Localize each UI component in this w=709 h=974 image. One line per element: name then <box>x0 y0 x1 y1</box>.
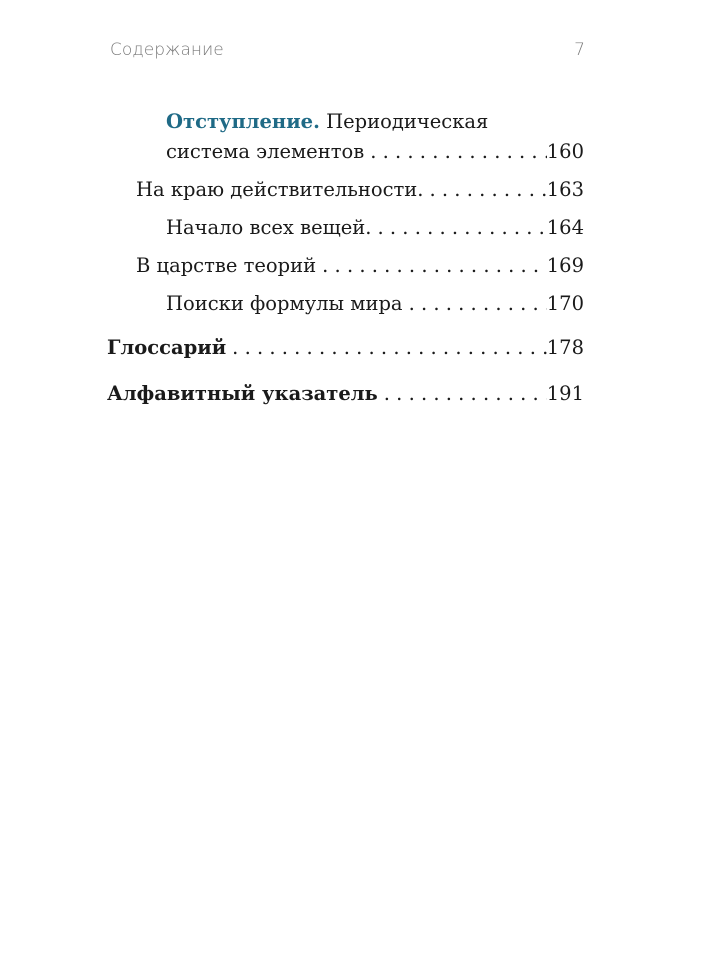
toc-leader-dots <box>372 213 547 243</box>
toc-entry-digression-line2[interactable] <box>166 137 584 167</box>
running-header <box>110 40 585 60</box>
toc-entry-edge-of-reality[interactable] <box>136 175 584 205</box>
toc-entry-theories[interactable] <box>136 251 584 281</box>
page-number: 7 <box>574 40 585 60</box>
toc-entry-page: 164 <box>546 216 584 239</box>
toc-entry-page: 170 <box>546 292 584 315</box>
toc-entry-label: Алфавитный указатель <box>107 382 378 405</box>
toc-entry-label: система элементов <box>166 140 365 163</box>
toc-leader-dots <box>364 137 547 167</box>
digression-label: Отступление. <box>166 110 320 133</box>
toc-leader-dots <box>226 333 547 363</box>
toc-leader-dots <box>378 379 547 409</box>
toc-entry-label: Начало всех вещей. <box>166 216 372 239</box>
toc-entry-digression-line1[interactable] <box>166 107 488 137</box>
toc-leader-dots <box>316 251 547 281</box>
toc-entry-world-formula[interactable] <box>166 289 584 319</box>
toc-entry-glossary[interactable] <box>107 333 584 363</box>
toc-entry-page: 178 <box>546 336 584 359</box>
toc-entry-index[interactable] <box>107 379 584 409</box>
toc-entry-page: 169 <box>546 254 584 277</box>
toc-leader-dots <box>403 289 547 319</box>
toc-leader-dots <box>424 175 547 205</box>
digression-title-line1: Периодическая <box>319 110 489 133</box>
toc-entry-beginning[interactable] <box>166 213 584 243</box>
toc-entry-label: На краю действительности. <box>136 178 424 201</box>
toc-entry-page: 163 <box>546 178 584 201</box>
toc-entry-label: В царстве теорий <box>136 254 317 277</box>
toc-entry-label: Поиски формулы мира <box>166 292 403 315</box>
section-title: Содержание <box>110 40 224 60</box>
toc-entry-label: Глоссарий <box>107 336 227 359</box>
toc-entry-page: 191 <box>546 382 584 405</box>
toc-entry-page: 160 <box>546 140 584 163</box>
